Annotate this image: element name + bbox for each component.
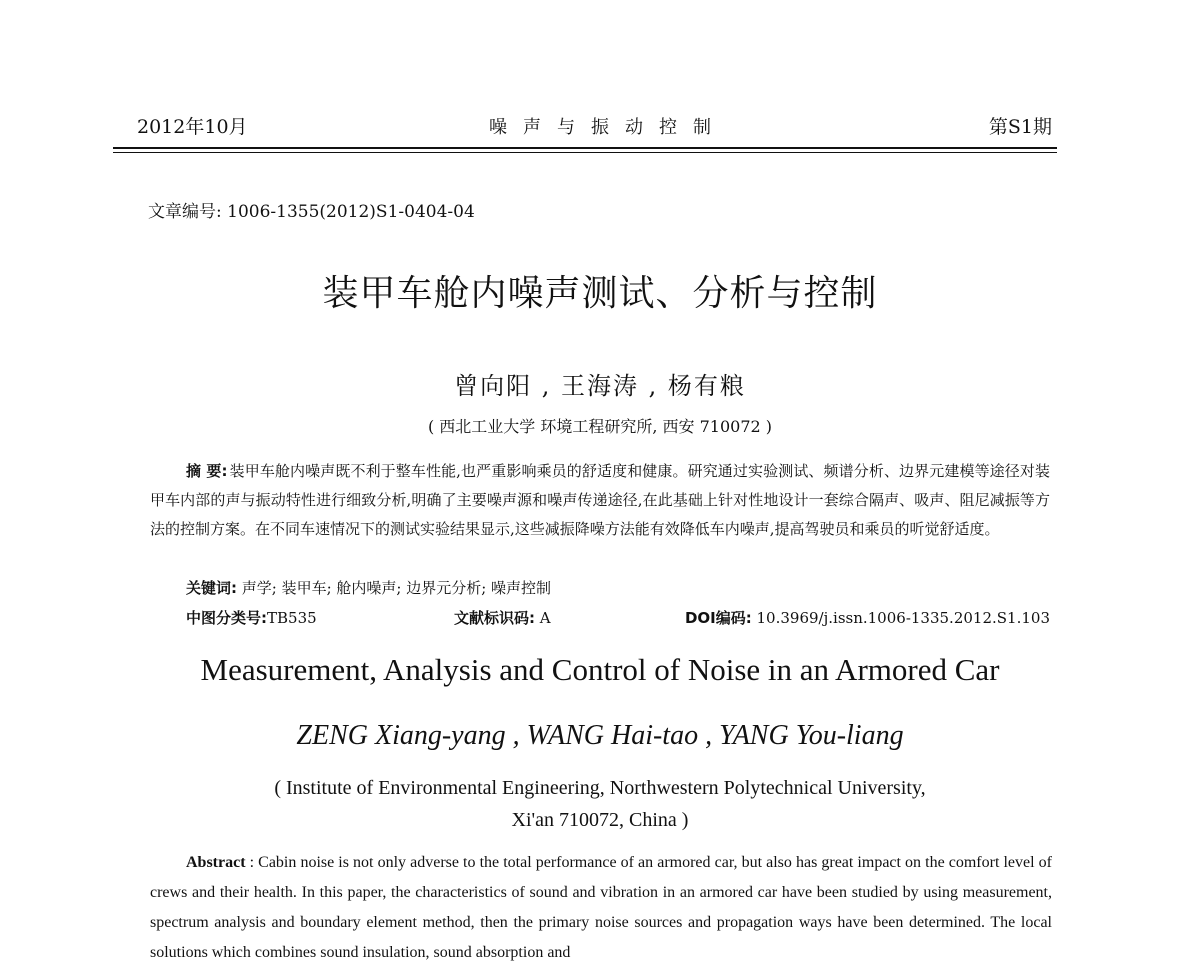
en-abstract-text: : Cabin noise is not only adverse to the total performance of an armored car, but also has great impact on the comfort level of crews and their health. In this paper, the characteristics of sound and vibration in an armored car have been studied by using measurement, spectrum analysis and boundary element method, then the primary noise sources and propagation ways have been determined. The local solutions which combines sound insulation, sound absorption and [150, 854, 1052, 961]
en-abstract [150, 848, 1052, 968]
header-date: 2012年10月 [137, 116, 248, 138]
journal-name: 噪声与振动控制 [489, 117, 727, 138]
clc-value: TB535 [267, 609, 317, 627]
cn-authors: 曾向阳 , 王海涛 , 杨有粮 [454, 372, 746, 400]
keywords-text: 声学; 装甲车; 舱内噪声; 边界元分析; 噪声控制 [237, 579, 552, 597]
doi [685, 607, 1050, 628]
en-affiliation-line1: ( Institute of Environmental Engineering, Northwestern Polytechnical University, [274, 777, 926, 799]
en-authors: ZENG Xiang-yang , WANG Hai-tao , YANG You-liang [296, 720, 904, 751]
en-title: Measurement, Analysis and Control of Noise in an Armored Car [200, 652, 1000, 687]
doc-code-label: 文献标识码: [454, 609, 535, 627]
en-affiliation-line2: Xi'an 710072, China ) [511, 809, 689, 831]
cn-abstract [150, 457, 1050, 544]
header-rule-thin [113, 152, 1057, 153]
header-issue: 第S1期 [988, 116, 1052, 138]
en-abstract-label: Abstract [186, 854, 246, 871]
cn-title: 装甲车舱内噪声测试、分析与控制 [322, 273, 878, 314]
clc-label: 中图分类号: [186, 609, 267, 627]
cn-abstract-label: 摘 要: [186, 462, 228, 480]
doc-code-value: A [535, 609, 551, 627]
doi-value: 10.3969/j.issn.1006-1335.2012.S1.103 [751, 609, 1050, 627]
article-number: 文章编号: 1006-1355(2012)S1-0404-04 [148, 202, 475, 222]
clc-number [186, 607, 317, 628]
header-rule-thick [113, 147, 1057, 149]
cn-affiliation: ( 西北工业大学 环境工程研究所, 西安 710072 ) [427, 417, 773, 436]
cn-keywords [186, 577, 551, 598]
doi-label: DOI编码: [684, 609, 752, 627]
keywords-label: 关键词: [186, 579, 237, 597]
document-code [454, 607, 551, 628]
en-affiliation [0, 772, 1200, 836]
cn-abstract-text: 装甲车舱内噪声既不利于整车性能,也严重影响乘员的舒适度和健康。研究通过实验测试、频谱分析、边界元建模等途径对装甲车内部的声与振动特性进行细致分析,明确了主要噪声源和噪声传递途径,在此基础上针对性地设计一套综合隔声、吸声、阻尼减振等方法的控制方案。在不同车速情况下的测试实验结果显示,这些减振降噪方法能有效降低车内噪声,提高驾驶员和乘员的听觉舒适度。 [150, 462, 1050, 538]
